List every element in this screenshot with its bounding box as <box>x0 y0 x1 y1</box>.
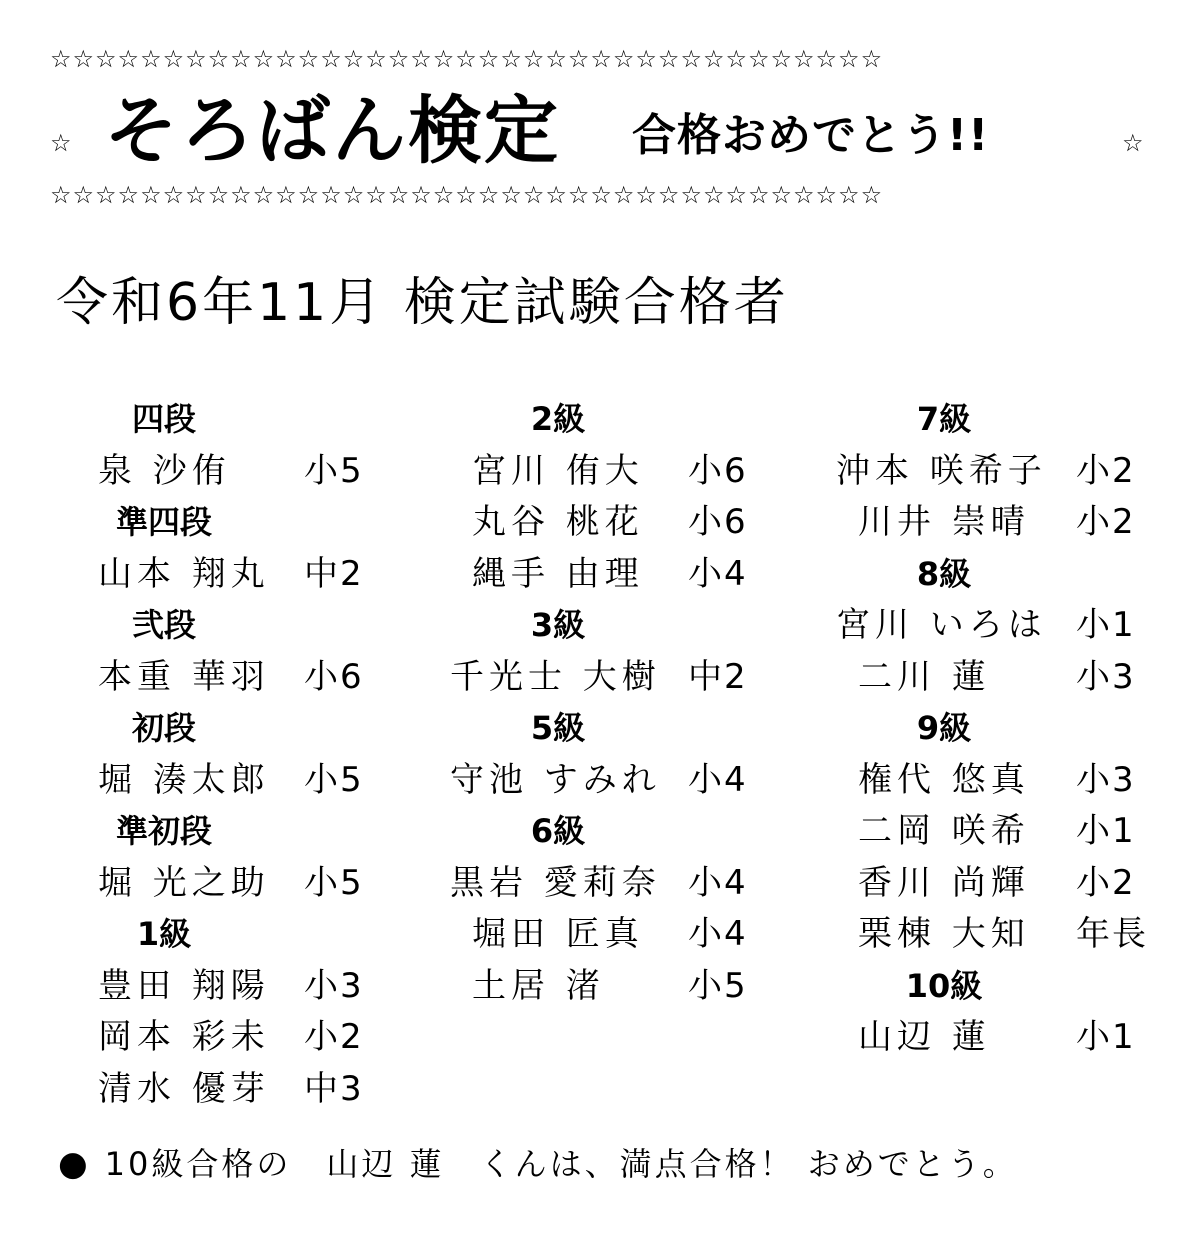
list-item <box>832 446 1201 498</box>
student-name: 川井 崇晴 <box>858 502 1030 542</box>
student-grade: 小5 <box>304 450 364 491</box>
student-grade: 小2 <box>304 1017 364 1057</box>
student-name: 香川 尚輝 <box>858 862 1030 903</box>
list-item <box>832 652 1201 704</box>
student-grade: 小3 <box>1076 656 1136 697</box>
results-column-3 <box>832 394 1201 1064</box>
student-name: 二岡 咲希 <box>858 811 1030 851</box>
list-item <box>70 1064 450 1116</box>
student-grade: 小5 <box>688 965 748 1006</box>
list-item <box>446 961 826 1013</box>
student-name: 山本 翔丸 <box>98 553 270 594</box>
student-grade: 中2 <box>688 656 748 697</box>
grade-heading <box>446 703 826 755</box>
grade-heading <box>446 394 826 446</box>
student-grade: 小5 <box>304 862 364 903</box>
grade-heading <box>70 394 450 446</box>
student-name: 沖本 咲希子 <box>836 450 1047 491</box>
list-item <box>446 858 826 910</box>
grade-label: 10級 <box>905 966 983 1005</box>
list-item <box>70 446 450 498</box>
grade-label: 2級 <box>530 400 586 438</box>
student-name: 守池 すみれ <box>450 759 661 800</box>
grade-heading <box>832 549 1201 601</box>
student-name: 宮川 いろは <box>836 605 1047 645</box>
list-item <box>832 497 1201 549</box>
list-item <box>70 1012 450 1064</box>
list-item <box>446 446 826 498</box>
list-item <box>70 549 450 601</box>
grade-heading <box>70 806 450 858</box>
student-name: 丸谷 桃花 <box>472 502 644 542</box>
grade-label: 準四段 <box>115 503 212 541</box>
left-star-icon: ☆ <box>50 129 72 157</box>
list-item <box>832 755 1201 807</box>
student-name: 黒岩 愛莉奈 <box>450 862 661 903</box>
student-grade: 小5 <box>304 759 364 800</box>
student-name: 堀 湊太郎 <box>98 759 270 800</box>
grade-label: 6級 <box>530 812 586 850</box>
grade-heading <box>70 909 450 961</box>
grade-heading <box>446 806 826 858</box>
grade-heading <box>446 600 826 652</box>
list-item <box>70 755 450 807</box>
student-grade: 中3 <box>304 1068 364 1109</box>
student-grade: 小6 <box>688 450 748 491</box>
student-grade: 小4 <box>688 759 748 800</box>
grade-heading <box>70 497 450 549</box>
grade-label: 1級 <box>136 915 192 953</box>
list-item <box>832 806 1201 858</box>
grade-label: 3級 <box>530 606 586 644</box>
grade-label: 5級 <box>530 709 586 747</box>
grade-heading <box>832 961 1201 1013</box>
list-item <box>446 652 826 704</box>
student-grade: 小1 <box>1076 811 1136 851</box>
list-item <box>446 497 826 549</box>
student-grade: 小2 <box>1076 862 1136 903</box>
grade-label: 8級 <box>916 554 972 593</box>
top-star-border: ☆☆☆☆☆☆☆☆☆☆☆☆☆☆☆☆☆☆☆☆☆☆☆☆☆☆☆☆☆☆☆☆☆☆☆☆☆ <box>50 45 884 73</box>
student-name: 宮川 侑大 <box>472 450 644 491</box>
student-name: 豊田 翔陽 <box>98 965 270 1006</box>
student-name: 堀 光之助 <box>98 862 270 903</box>
student-grade: 小4 <box>688 914 748 954</box>
student-grade: 小4 <box>688 553 748 594</box>
student-grade: 年長 <box>1076 914 1148 954</box>
student-grade: 小6 <box>304 656 364 697</box>
student-name: 山辺 蓮 <box>858 1017 991 1057</box>
student-grade: 小1 <box>1076 605 1136 645</box>
exam-subtitle: 令和6年11月 検定試験合格者 <box>56 273 789 333</box>
page-title: そろばん検定 <box>104 88 560 174</box>
student-name: 二川 蓮 <box>858 656 991 697</box>
student-name: 岡本 彩未 <box>98 1017 270 1057</box>
student-grade: 中2 <box>304 553 364 594</box>
list-item <box>70 652 450 704</box>
footer-note <box>58 1140 1018 1188</box>
results-column-1 <box>70 394 450 1115</box>
list-item <box>70 961 450 1013</box>
grade-heading <box>70 703 450 755</box>
list-item <box>832 1012 1201 1064</box>
grade-label: 準初段 <box>115 812 212 850</box>
congratulations-heading: 合格おめでとう!! <box>632 110 990 161</box>
student-grade: 小1 <box>1076 1017 1136 1057</box>
student-grade: 小4 <box>688 862 748 903</box>
list-item <box>832 600 1201 652</box>
grade-label: 弐段 <box>131 606 196 644</box>
bottom-star-border: ☆☆☆☆☆☆☆☆☆☆☆☆☆☆☆☆☆☆☆☆☆☆☆☆☆☆☆☆☆☆☆☆☆☆☆☆☆ <box>50 181 884 209</box>
student-grade: 小6 <box>688 502 748 542</box>
list-item <box>446 755 826 807</box>
grade-heading <box>832 394 1201 446</box>
student-grade: 小2 <box>1076 502 1136 542</box>
list-item <box>70 858 450 910</box>
grade-label: 7級 <box>916 400 972 438</box>
list-item <box>832 909 1201 961</box>
footer-text: 10級合格の 山辺 蓮 くんは、満点合格！ おめでとう。 <box>104 1145 1018 1183</box>
student-grade: 小3 <box>1076 759 1136 800</box>
student-name: 清水 優芽 <box>98 1068 270 1109</box>
grade-heading <box>832 703 1201 755</box>
grade-label: 四段 <box>131 400 196 438</box>
student-name: 泉 沙侑 <box>98 450 231 491</box>
list-item <box>832 858 1201 910</box>
list-item <box>446 549 826 601</box>
student-name: 縄手 由理 <box>472 553 644 594</box>
right-star-icon: ☆ <box>1122 129 1144 157</box>
student-grade: 小2 <box>1076 450 1136 491</box>
student-name: 栗棟 大知 <box>858 914 1030 954</box>
results-column-2 <box>446 394 826 1012</box>
student-name: 権代 悠真 <box>858 759 1030 800</box>
student-name: 土居 渚 <box>472 965 605 1006</box>
grade-label: 9級 <box>916 709 972 747</box>
student-name: 千光士 大樹 <box>450 656 661 697</box>
bullet-icon: ● <box>58 1144 91 1184</box>
student-name: 本重 華羽 <box>98 656 270 697</box>
student-name: 堀田 匠真 <box>472 914 644 954</box>
grade-heading <box>70 600 450 652</box>
list-item <box>446 909 826 961</box>
student-grade: 小3 <box>304 965 364 1006</box>
grade-label: 初段 <box>131 709 196 747</box>
